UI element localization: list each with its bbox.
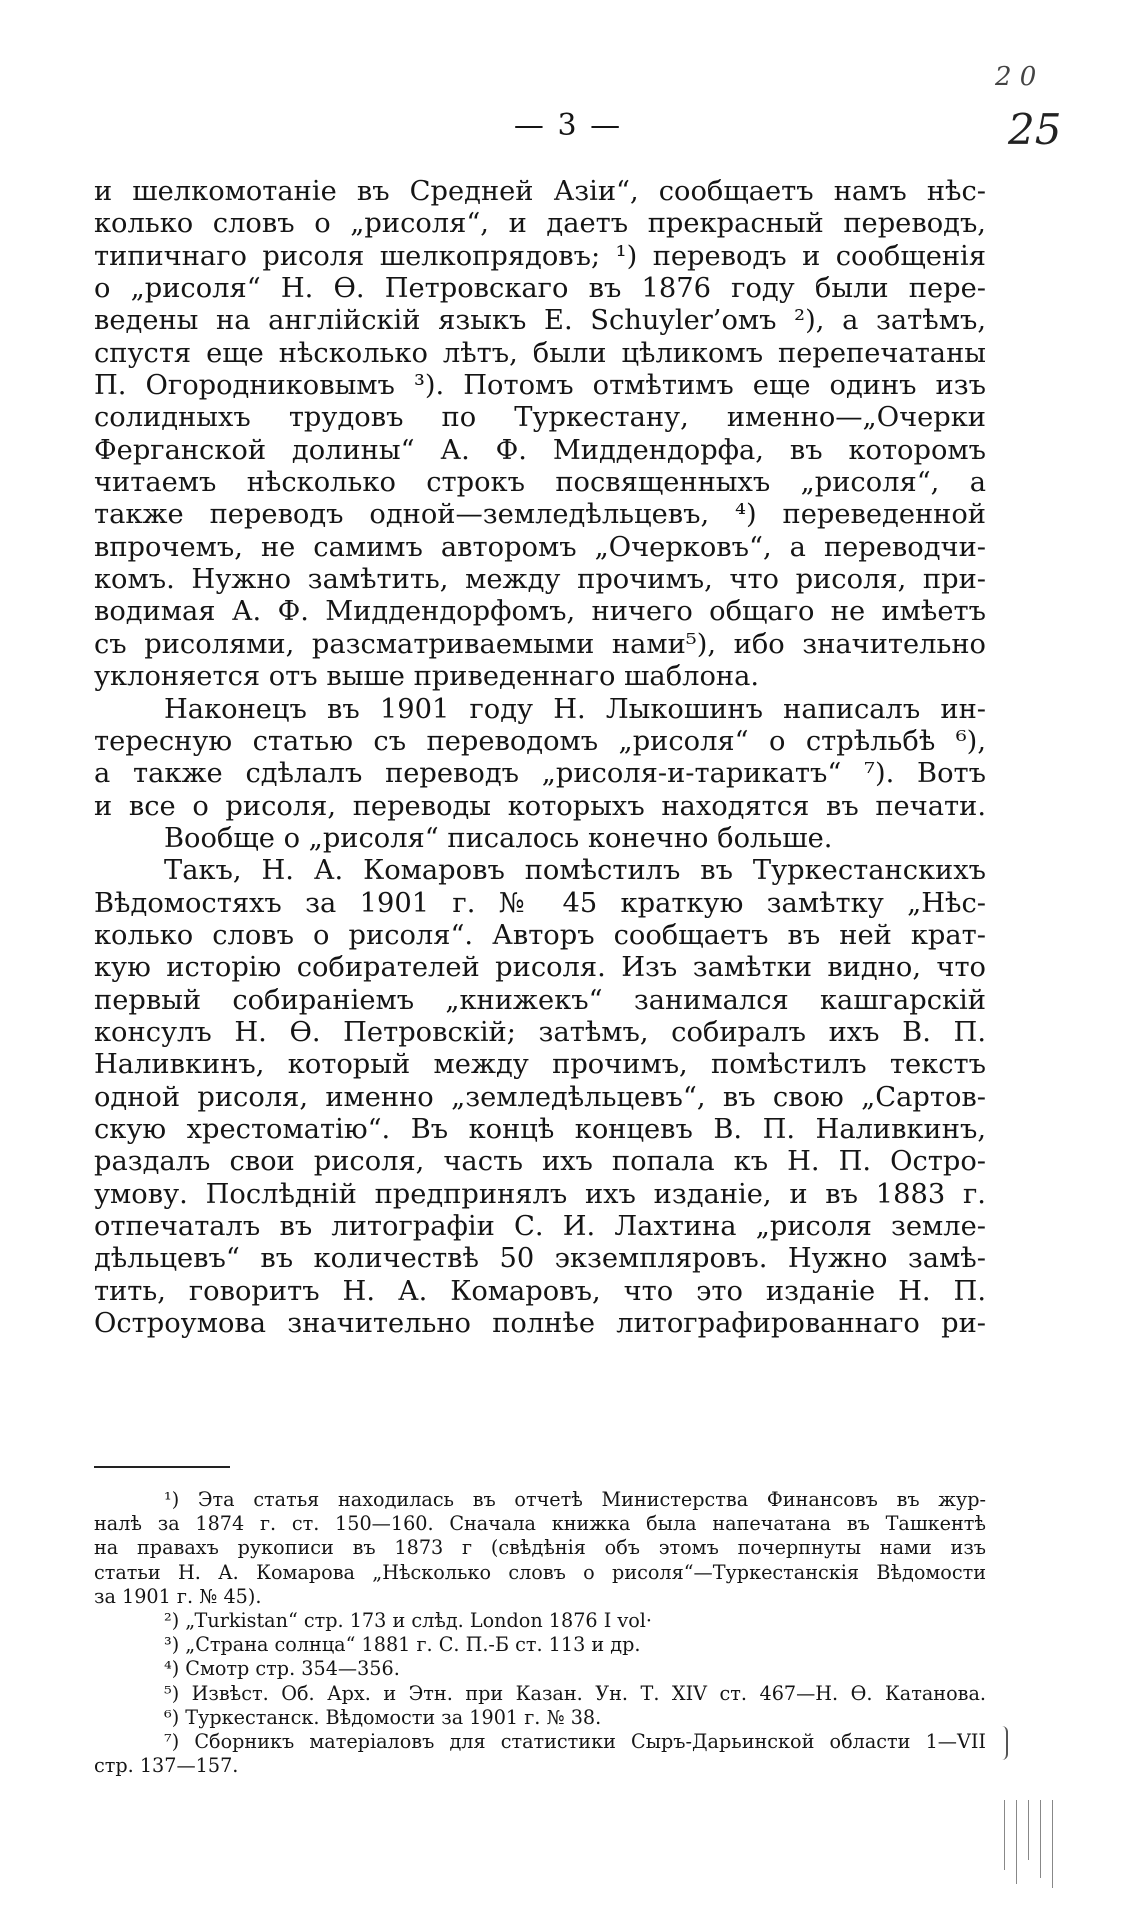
page-number: — 3 — <box>513 108 623 143</box>
text-line: а также сдѣлалъ переводъ „рисоля-и-тарикатъ“ ⁷). Вотъ <box>94 758 986 790</box>
text-line: раздалъ свои рисоля, часть ихъ попала къ Н. П. Остро- <box>94 1146 986 1178</box>
text-line: о „рисоля“ Н. Ѳ. Петровскаго въ 1876 году были пере- <box>94 273 986 305</box>
text-line: спустя еще нѣсколько лѣтъ, были цѣликомъ перепечатаны <box>94 337 986 369</box>
text-line: водимая А. Ф. Миддендорфомъ, ничего общаго не имѣетъ <box>94 596 986 628</box>
footnote-line: ⁴) Смотр стр. 354—356. <box>164 1657 400 1681</box>
footnote-line: ⁵) Извѣст. Об. Арх. и Этн. при Казан. Ун. Т. XIV ст. 467—Н. Ѳ. Катанова. <box>164 1681 986 1705</box>
text-line: съ рисолями, разсматриваемыми нами⁵), ибо значительно <box>94 628 986 660</box>
text-line: солидныхъ трудовъ по Туркестану, именно—„Очерки <box>94 402 986 434</box>
margin-handwritten-note: 2 0 <box>995 62 1037 92</box>
footnote-line: налѣ за 1874 г. ст. 150—160. Сначала книжка была напечатана въ Ташкентѣ <box>94 1512 986 1536</box>
scan-edge-marks <box>1000 1800 1060 1890</box>
footnote-line: стр. 137—157. <box>94 1754 239 1778</box>
footnote-separator <box>94 1466 230 1468</box>
text-line: тить, говоритъ Н. А. Комаровъ, что это изданіе Н. П. <box>94 1275 986 1307</box>
paragraph-first-line: Такъ, Н. А. Комаровъ помѣстилъ въ Туркестанскихъ <box>164 855 986 887</box>
text-line: и все о рисоля, переводы которыхъ находятся въ печати. <box>94 790 986 822</box>
scan-mark <box>1052 1800 1053 1888</box>
text-line: читаемъ нѣсколько строкъ посвященныхъ „рисоля“, а <box>94 467 986 499</box>
paragraph-first-line: Наконецъ въ 1901 году Н. Лыкошинъ написалъ ин- <box>164 693 986 725</box>
text-line: кую исторію собирателей рисоля. Изъ замѣтки видно, что <box>94 952 986 984</box>
margin-bracket-mark <box>1000 1726 1008 1760</box>
footnote-line: на правахъ рукописи въ 1873 г (свѣдѣнія объ этомъ почерпнуты нами изъ <box>94 1536 986 1560</box>
footnote-line: статьи Н. А. Комарова „Нѣсколько словъ о рисоля“—Туркестанскія Вѣдомости <box>94 1560 986 1584</box>
text-line: колько словъ о рисоля“. Авторъ сообщаетъ въ ней крат- <box>94 919 986 951</box>
text-line: уклоняется отъ выше приведеннаго шаблона. <box>94 661 760 693</box>
text-line: комъ. Нужно замѣтить, между прочимъ, что рисоля, при- <box>94 564 986 596</box>
text-line: ведены на англійскій языкъ E. Schuyler’омъ ²), а затѣмъ, <box>94 305 986 337</box>
margin-handwritten-page-number: 25 <box>1008 105 1062 154</box>
scan-mark <box>1004 1800 1005 1870</box>
text-line: и шелкомотаніе въ Средней Азіи“, сообщаетъ намъ нѣс- <box>94 176 986 207</box>
footnote-line: ³) „Страна солнца“ 1881 г. С. П.-Б ст. 113 и др. <box>164 1633 641 1657</box>
main-text <box>94 176 986 1340</box>
text-line: впрочемъ, не самимъ авторомъ „Очерковъ“, а переводчи- <box>94 531 986 563</box>
text-line: умову. Послѣдній предпринялъ ихъ изданіе, и въ 1883 г. <box>94 1178 986 1210</box>
text-line: консулъ Н. Ѳ. Петровскій; затѣмъ, собиралъ ихъ В. П. <box>94 1016 986 1048</box>
scan-mark <box>1040 1800 1041 1878</box>
text-line: Наливкинъ, который между прочимъ, помѣстилъ текстъ <box>94 1049 986 1081</box>
footnote-line: ⁷) Сборникъ матеріаловъ для статистики Сыръ-Дарьинской области 1—VII <box>164 1729 986 1753</box>
footnote-line: за 1901 г. № 45). <box>94 1584 262 1608</box>
footnote-line: ⁶) Туркестанск. Вѣдомости за 1901 г. № 38. <box>164 1705 602 1729</box>
text-line: Ферганской долины“ А. Ф. Миддендорфа, въ которомъ <box>94 434 986 466</box>
text-line: одной рисоля, именно „земледѣльцевъ“, въ свою „Сартов- <box>94 1081 986 1113</box>
text-line: также переводъ одной—земледѣльцевъ, ⁴) переведенной <box>94 499 986 531</box>
text-line: отпечаталъ въ литографіи С. И. Лахтина „рисоля земле- <box>94 1211 986 1242</box>
text-line: первый собираніемъ „книжекъ“ занимался кашгарскій <box>94 984 986 1016</box>
text-line: колько словъ о „рисоля“, и даетъ прекрасный переводъ, <box>94 208 986 240</box>
text-line: П. Огородниковымъ ³). Потомъ отмѣтимъ еще одинъ изъ <box>94 370 986 402</box>
text-line: тересную статью съ переводомъ „рисоля“ о стрѣльбѣ ⁶), <box>94 725 986 757</box>
text-line: скую хрестоматію“. Въ концѣ концевъ В. П. Наливкинъ, <box>94 1113 986 1145</box>
scan-mark <box>1028 1800 1029 1860</box>
footnote-line: ¹) Эта статья находилась въ отчетѣ Министерства Финансовъ въ жур- <box>164 1488 986 1511</box>
footnotes <box>94 1488 986 1778</box>
text-line: типичнаго рисоля шелкопрядовъ; ¹) переводъ и сообщенія <box>94 240 986 272</box>
text-line: Остроумова значительно полнѣе литографированнаго ри- <box>94 1308 986 1340</box>
scan-mark <box>1016 1800 1017 1884</box>
text-line: дѣльцевъ“ въ количествѣ 50 экземпляровъ. Нужно замѣ- <box>94 1243 986 1275</box>
paragraph-first-line: Вообще о „рисоля“ писалось конечно больше. <box>164 822 833 854</box>
footnote-line: ²) „Turkistan“ стр. 173 и слѣд. London 1876 I vol· <box>164 1608 653 1632</box>
text-line: Вѣдомостяхъ за 1901 г. № 45 краткую замѣтку „Нѣс- <box>94 887 986 919</box>
